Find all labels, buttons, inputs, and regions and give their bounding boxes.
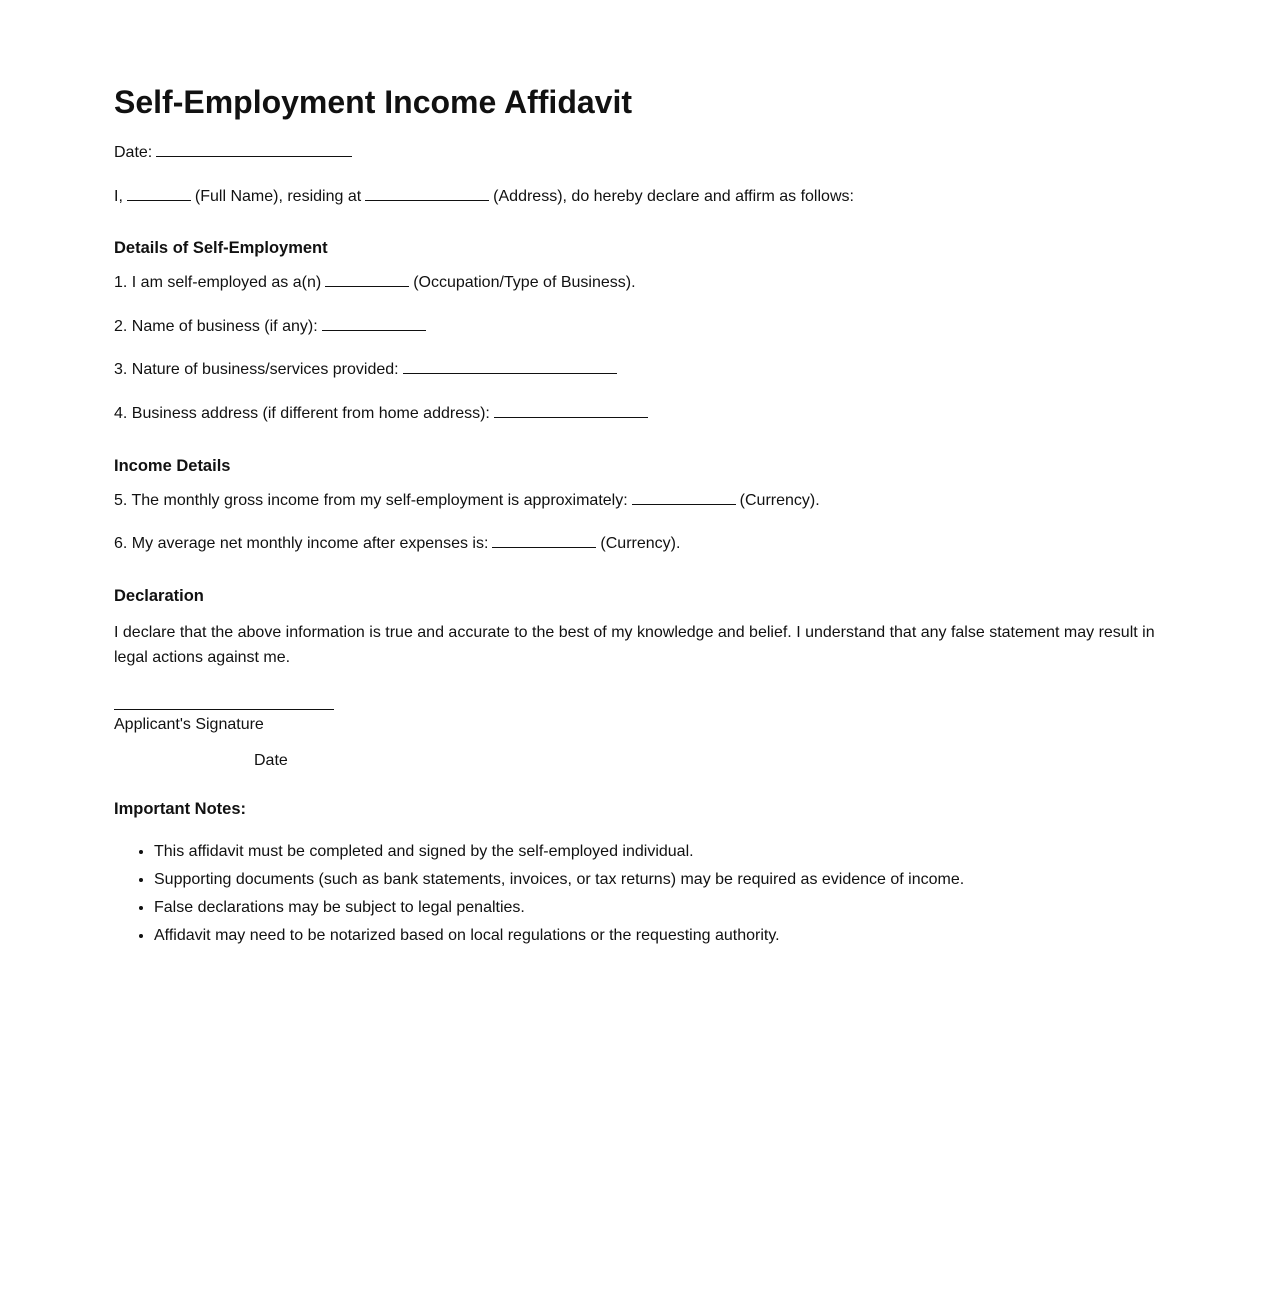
note-item: • Affidavit may need to be notarized based on local regulations or the requesting authority. bbox=[154, 922, 964, 950]
details-heading: Details of Self-Employment bbox=[114, 239, 328, 257]
address-blank bbox=[365, 186, 489, 201]
notes-heading: Important Notes: bbox=[114, 800, 246, 818]
full-name-hint: (Full Name), residing at bbox=[194, 188, 362, 205]
intro-prefix: I, bbox=[114, 188, 123, 205]
note-item: • This affidavit must be completed and signed by the self-employed individual. bbox=[154, 838, 964, 866]
occupation-blank bbox=[325, 272, 409, 287]
document-title: Self-Employment Income Affidavit bbox=[114, 84, 632, 120]
declaration-text: I declare that the above information is true and accurate to the best of my knowledge and belief. I understand that any false statement may result in legal actions against me. bbox=[114, 624, 1155, 666]
date-blank bbox=[156, 142, 352, 157]
details-item-2 bbox=[114, 316, 430, 338]
full-name-blank bbox=[127, 186, 191, 201]
income-item-5 bbox=[114, 490, 820, 512]
signature-date-label: Date bbox=[254, 752, 288, 769]
income-heading: Income Details bbox=[114, 457, 231, 475]
date-label: Date: bbox=[114, 144, 153, 161]
item5-suffix: (Currency). bbox=[739, 492, 820, 509]
gross-income-blank bbox=[632, 490, 736, 505]
signature-label: Applicant's Signature bbox=[114, 716, 264, 733]
item4-prefix: 4. Business address (if different from home address): bbox=[114, 405, 490, 422]
address-hint: (Address), do hereby declare and affirm as follows: bbox=[493, 188, 854, 205]
item1-suffix: (Occupation/Type of Business). bbox=[413, 274, 636, 291]
item6-suffix: (Currency). bbox=[600, 535, 681, 552]
item1-prefix: 1. I am self-employed as a(n) bbox=[114, 274, 322, 291]
notes-list bbox=[114, 838, 964, 950]
note-item: • Supporting documents (such as bank statements, invoices, or tax returns) may be required as evidence of income. bbox=[154, 866, 964, 894]
business-address-blank bbox=[494, 403, 648, 418]
details-item-1 bbox=[114, 272, 636, 294]
details-item-4 bbox=[114, 403, 652, 425]
item3-prefix: 3. Nature of business/services provided: bbox=[114, 361, 399, 378]
item2-prefix: 2. Name of business (if any): bbox=[114, 318, 318, 335]
business-name-blank bbox=[322, 316, 426, 331]
date-line bbox=[114, 142, 356, 164]
intro-line bbox=[114, 186, 854, 208]
details-item-3 bbox=[114, 359, 621, 381]
net-income-blank bbox=[492, 533, 596, 548]
item6-prefix: 6. My average net monthly income after expenses is: bbox=[114, 535, 489, 552]
item5-prefix: 5. The monthly gross income from my self-employment is approximately: bbox=[114, 492, 628, 509]
declaration-heading: Declaration bbox=[114, 587, 204, 605]
income-item-6 bbox=[114, 533, 680, 555]
note-item: • False declarations may be subject to legal penalties. bbox=[154, 894, 964, 922]
business-nature-blank bbox=[403, 359, 617, 374]
signature-line bbox=[114, 709, 334, 710]
